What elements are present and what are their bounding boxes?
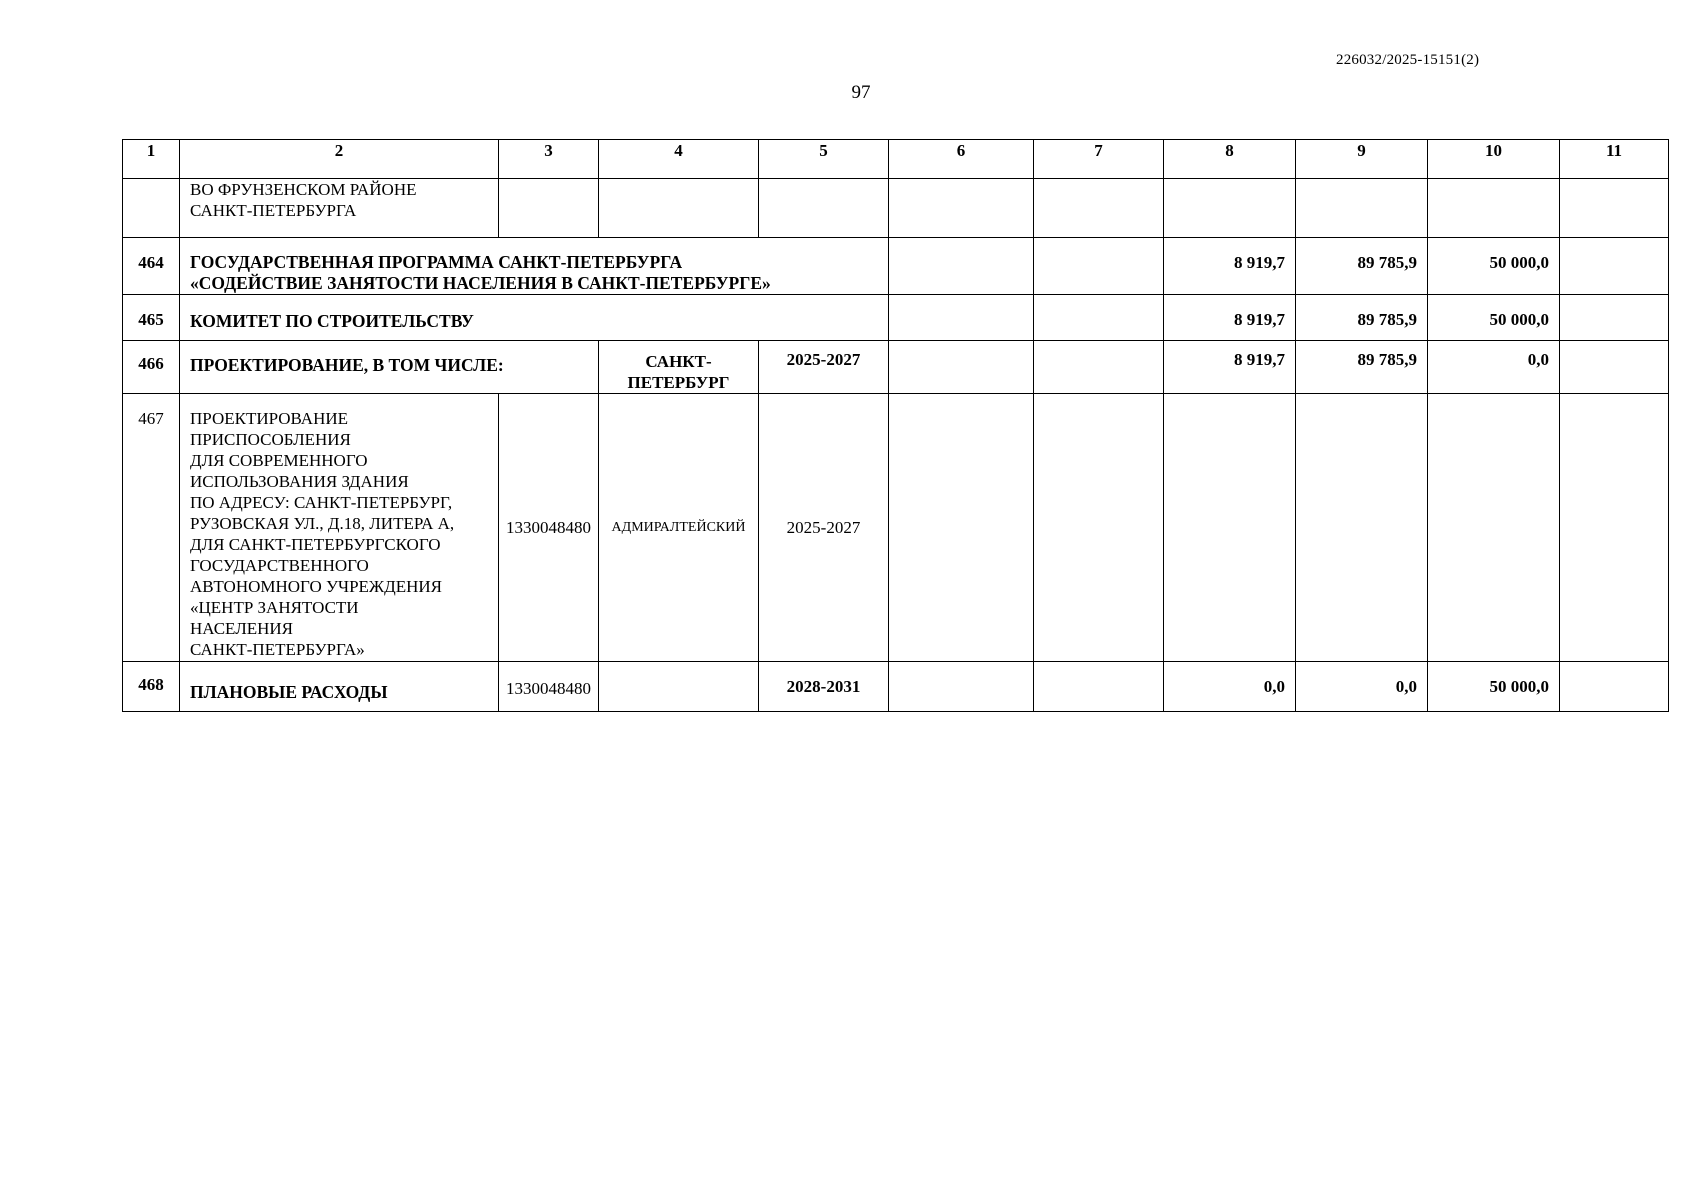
row-name xyxy=(180,238,889,295)
name-line: «СОДЕЙСТВИЕ ЗАНЯТОСТИ НАСЕЛЕНИЯ В САНКТ-ПЕТЕРБУРГЕ» xyxy=(190,273,771,293)
name-line: ДЛЯ САНКТ-ПЕТЕРБУРГСКОГО xyxy=(190,535,441,554)
amount-col9: 0,0 xyxy=(1296,662,1428,712)
amount-col10: 50 000,0 xyxy=(1428,662,1560,712)
name-line: ИСПОЛЬЗОВАНИЯ ЗДАНИЯ xyxy=(190,472,409,491)
name-line: ПРОЕКТИРОВАНИЕ xyxy=(190,409,349,428)
name-line: ВО ФРУНЗЕНСКОМ РАЙОНЕ xyxy=(190,180,417,199)
name-line: САНКТ-ПЕТЕРБУРГА xyxy=(190,201,357,220)
amount-col9: 89 785,9 xyxy=(1296,238,1428,295)
row-name xyxy=(180,295,889,341)
row-number: 466 xyxy=(123,341,180,394)
column-header: 1 xyxy=(123,140,180,179)
column-header: 7 xyxy=(1034,140,1164,179)
name-line: ПЛАНОВЫЕ РАСХОДЫ xyxy=(190,682,388,702)
name-line: ПРОЕКТИРОВАНИЕ, В ТОМ ЧИСЛЕ: xyxy=(190,355,504,375)
row-number: 465 xyxy=(123,295,180,341)
column-header: 5 xyxy=(759,140,889,179)
name-line: НАСЕЛЕНИЯ xyxy=(190,619,294,638)
name-line: ПРИСПОСОБЛЕНИЯ xyxy=(190,430,351,449)
row-number: 467 xyxy=(123,394,180,662)
name-line: САНКТ-ПЕТЕРБУРГА» xyxy=(190,640,365,659)
row-number: 468 xyxy=(123,662,180,712)
column-header: 6 xyxy=(889,140,1034,179)
name-line: ПО АДРЕСУ: САНКТ-ПЕТЕРБУРГ, xyxy=(190,493,453,512)
row-name xyxy=(180,179,499,238)
name-line: КОМИТЕТ ПО СТРОИТЕЛЬСТВУ xyxy=(190,311,474,331)
row-name xyxy=(180,341,599,394)
row-name xyxy=(180,662,499,712)
table-row xyxy=(123,179,1669,238)
amount-col8: 0,0 xyxy=(1164,662,1296,712)
column-header: 11 xyxy=(1560,140,1669,179)
district-cell: АДМИРАЛТЕЙСКИЙ xyxy=(599,394,759,662)
table-row xyxy=(123,394,1669,662)
amount-col10: 50 000,0 xyxy=(1428,295,1560,341)
kbk-code: 1330048480 xyxy=(499,394,599,662)
name-line: ГОСУДАРСТВЕННАЯ ПРОГРАММА САНКТ-ПЕТЕРБУРГА xyxy=(190,252,683,272)
amount-col9: 89 785,9 xyxy=(1296,295,1428,341)
column-header: 2 xyxy=(180,140,499,179)
column-header: 8 xyxy=(1164,140,1296,179)
column-header: 3 xyxy=(499,140,599,179)
table-row xyxy=(123,238,1669,295)
column-header: 9 xyxy=(1296,140,1428,179)
table-row xyxy=(123,662,1669,712)
name-line: РУЗОВСКАЯ УЛ., Д.18, ЛИТЕРА А, xyxy=(190,514,455,533)
district-cell: САНКТ-ПЕТЕРБУРГ xyxy=(599,341,759,394)
table-row xyxy=(123,295,1669,341)
name-line: ГОСУДАРСТВЕННОГО xyxy=(190,556,369,575)
column-header: 4 xyxy=(599,140,759,179)
period-cell: 2028-2031 xyxy=(759,662,889,712)
name-line: «ЦЕНТР ЗАНЯТОСТИ xyxy=(190,598,359,617)
row-number: 464 xyxy=(123,238,180,295)
kbk-code: 1330048480 xyxy=(499,662,599,712)
name-line: АВТОНОМНОГО УЧРЕЖДЕНИЯ xyxy=(190,577,443,596)
table-header-row xyxy=(123,140,1669,179)
amount-col10: 50 000,0 xyxy=(1428,238,1560,295)
amount-col8: 8 919,7 xyxy=(1164,295,1296,341)
page-number: 97 xyxy=(851,82,871,103)
period-cell: 2025-2027 xyxy=(759,341,889,394)
amount-col10: 0,0 xyxy=(1428,341,1560,394)
document-number: 226032/2025-15151(2) xyxy=(1336,52,1480,68)
table-row xyxy=(123,341,1669,394)
amount-col8: 8 919,7 xyxy=(1164,341,1296,394)
name-line: ДЛЯ СОВРЕМЕННОГО xyxy=(190,451,368,470)
row-name xyxy=(180,394,499,662)
amount-col8: 8 919,7 xyxy=(1164,238,1296,295)
column-header: 10 xyxy=(1428,140,1560,179)
amount-col9: 89 785,9 xyxy=(1296,341,1428,394)
budget-table xyxy=(122,139,1669,712)
period-cell: 2025-2027 xyxy=(759,394,889,662)
